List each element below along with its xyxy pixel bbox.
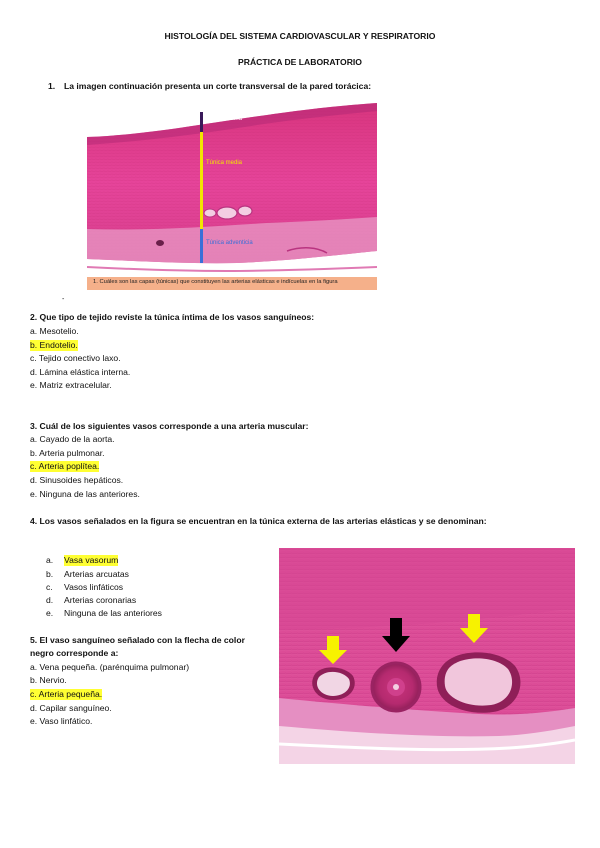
q4-question: 4. Los vasos señalados en la figura se encuentran en la túnica externa de las arterias elásticas y se denominan: (30, 516, 487, 526)
q2-option-d: d. Lámina elástica interna. (30, 367, 131, 377)
q3-question: 3. Cuál de los siguientes vasos corresponde a una arteria muscular: (30, 421, 309, 431)
dash-mark: - (62, 296, 65, 303)
aorta-wall-image (87, 101, 377, 290)
q4-letter-b: b. (46, 569, 54, 579)
q4-option-c: Vasos linfáticos (64, 582, 124, 592)
q5-option-c: c. Arteria pequeña. (30, 689, 103, 699)
q3-option-d: d. Sinusoides hepáticos. (30, 475, 124, 485)
q4-option-b: Arterias arcuatas (64, 569, 129, 579)
q5-option-d: d. Capilar sanguíneo. (30, 703, 112, 713)
q4-option-a: Vasa vasorum (64, 555, 119, 565)
q5-question-line2: negro corresponde a: (30, 648, 119, 658)
label-tunica-media: Túnica media (206, 160, 243, 166)
q3-option-a: a. Cayado de la aorta. (30, 434, 115, 444)
document-subtitle: PRÁCTICA DE LABORATORIO (238, 57, 362, 67)
q4-letter-d: d. (46, 595, 54, 605)
q2-question: 2. Que tipo de tejido reviste la túnica íntima de los vasos sanguíneos: (30, 312, 315, 322)
q5-option-e: e. Vaso linfático. (30, 716, 93, 726)
histology-figure-vasa-vasorum (279, 548, 575, 764)
figure-caption: 1. Cuáles son las capas (túnicas) que constituyen las arterias elásticas e indícuelas en la figura (93, 279, 338, 285)
q1-text: La imagen continuación presenta un corte transversal de la pared torácica: (64, 81, 372, 91)
label-tunica-adventicia: Túnica adventicia (206, 240, 253, 246)
q5-question-line1: 5. El vaso sanguíneo señalado con la flecha de color (30, 635, 245, 645)
q2-option-a: a. Mesotelio. (30, 326, 79, 336)
q3-option-c: c. Arteria poplítea. (30, 461, 100, 471)
q5-option-a: a. Vena pequeña. (parénquima pulmonar) (30, 662, 190, 672)
label-tunica-intima: Túnica íntima (206, 116, 243, 122)
q4-option-d: Arterias coronarias (64, 595, 137, 605)
q4-letter-a: a. (46, 555, 54, 565)
q4-letter-e: e. (46, 608, 54, 618)
q3-option-e: e. Ninguna de las anteriores. (30, 489, 140, 499)
vasa-vasorum-image (279, 548, 575, 764)
q2-option-c: c. Tejido conectivo laxo. (30, 353, 121, 363)
histology-figure-aorta-wall (87, 101, 377, 290)
q4-option-e: Ninguna de las anteriores (64, 608, 162, 618)
q2-option-b: b. Endotelio. (30, 340, 78, 350)
q4-letter-c: c. (46, 582, 53, 592)
q1-number: 1. (48, 81, 56, 91)
document-title: HISTOLOGÍA DEL SISTEMA CARDIOVASCULAR Y RESPIRATORIO (164, 31, 436, 41)
q3-option-b: b. Arteria pulmonar. (30, 448, 105, 458)
q5-option-b: b. Nervio. (30, 675, 67, 685)
q2-option-e: e. Matriz extracelular. (30, 380, 112, 390)
